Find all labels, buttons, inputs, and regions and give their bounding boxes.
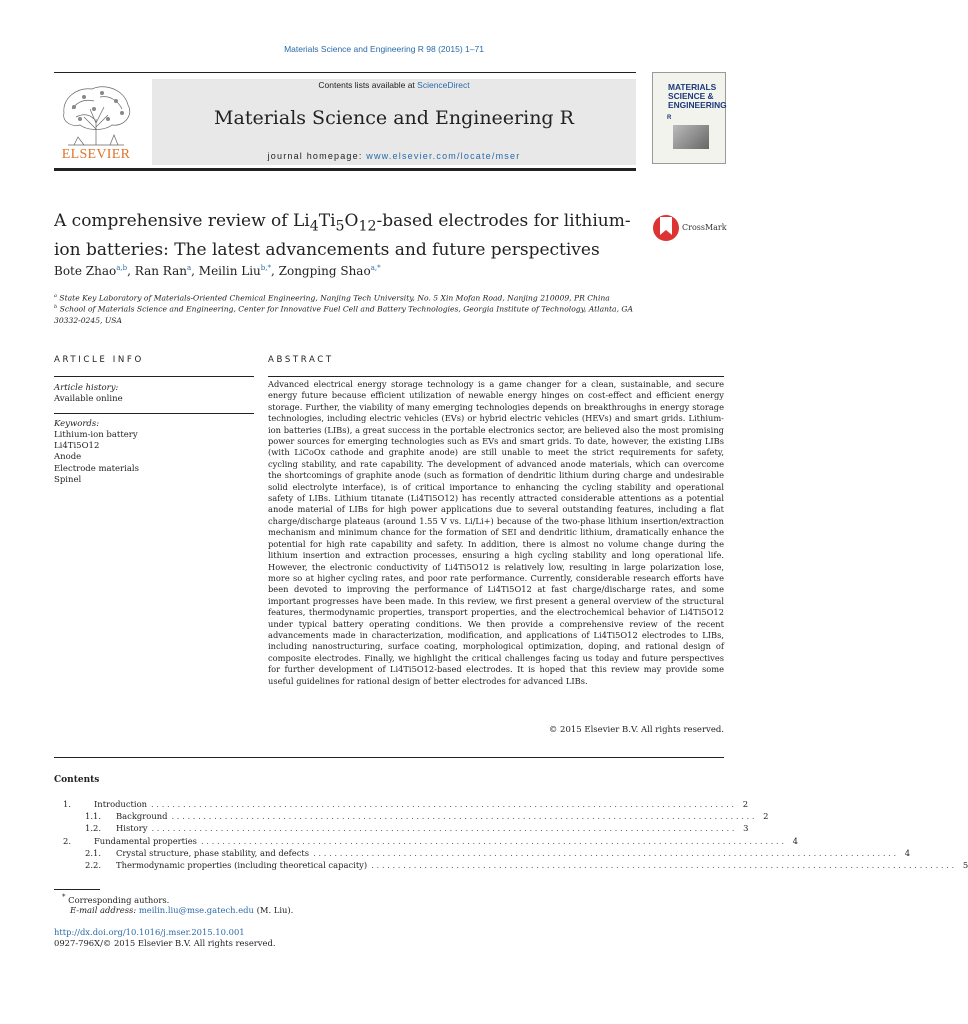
keyword: Spinel: [54, 474, 82, 485]
toc-entry[interactable]: 1.2. History . . . . . . . . . . . . . . . . . . . . . . . . . . . . . . . . . . . . . . . . . . . . . . . . . . . . . . . . . . . . . . . . . . . . . . . . . . . . . . . . . . . . . . . . . . . . . . . . . . . . . . . . . . . . . . 3: [85, 823, 749, 834]
divider: [268, 376, 724, 377]
divider: [54, 413, 254, 414]
abstract-body: Advanced electrical energy storage technology is a game changer for a clean, sustainable, and secure energy future because efficient utilization of newable energy hinges on cost-effect and efficient energy storage. Further, the viability of many emerging technologies depends on breakthroughs in energy storage technologies, including electric vehicles (EVs) or hybrid electric vehicles (HEVs) and smart grids. Lithium-ion batteries (LIBs), a great success in the portable electronics sector, are believed also the most promising power sources for emerging technologies such as EVs and smart grids. To date, however, the existing LIBs (with LiCoOx cathode and graphite anode) are still unable to meet the strict requirements for safety, cycling stability, and rate capability. The development of advanced anode materials, which can overcome the shortcomings of graphite anode (such as formation of dendritic lithium during charge and undesirable solid electrolyte interface), is of critical importance to enhancing the cycling stability and operational safety of LIBs. Lithium titanate (Li4Ti5O12) has recently attracted considerable attentions as a potential anode material of LIBs for high power applications due to several outstanding features, including a flat charge/discharge plateaus (around 1.55 V vs. Li/Li+) because of the two-phase lithium insertion/extraction mechanism and minimum chance for the formation of SEI and dendritic lithium, dramatically enhance the potential for high rate capability and safety. In addition, there is almost no volume change during the lithium insertion and extraction processes, ensuring a high cycling stability and long operational life. However, the electronic conductivity of Li4Ti5O12 is relatively low, resulting in large polarization lose, more so at higher cycling rates, and poor rate performance. Currently, considerable research efforts have been devoted to improving the performance of Li4Ti5O12 at fast charge/discharge rates, and some important progresses have been made. In this review, we first present a general overview of the structural features, thermodynamic properties, transport properties, and the electrochemical behavior of Li4Ti5O12 under typical battery operating conditions. We then provide a comprehensive review of the recent advancements made in characterization, modification, and applications of Li4Ti5O12 electrodes to LIBs, including nanostructuring, surface coating, morphological optimization, doping, and rational design of composite electrodes. Finally, we highlight the critical challenges facing us today and future perspectives for further development of Li4Ti5O12-based electrodes. It is hoped that this review may provide some useful guidelines for rational design of better electrodes for advanced LIBs.: [268, 379, 724, 686]
sciencedirect-link[interactable]: ScienceDirect: [417, 80, 470, 90]
cover-title: MATERIALS SCIENCE & ENGINEERING: [668, 82, 727, 110]
doi-link[interactable]: http://dx.doi.org/10.1016/j.mser.2015.10.001: [54, 927, 245, 937]
issn-line: 0927-796X/© 2015 Elsevier B.V. All rights reserved.: [54, 938, 276, 948]
keyword: Lithium-ion battery: [54, 430, 138, 440]
toc-leader: . . . . . . . . . . . . . . . . . . . . . . . . . . . . . . . . . . . . . . . . . . . . . . . . . . . . . . . . . . . . . . . . . . . . . . . . . . . . . . . . . . . . . . . . . . . . . . . . . . . . . . . . . . . . . .: [151, 799, 735, 809]
header-top-rule: [54, 72, 636, 73]
author-name[interactable]: Bote Zhao: [54, 264, 117, 278]
toc-leader: . . . . . . . . . . . . . . . . . . . . . . . . . . . . . . . . . . . . . . . . . . . . . . . . . . . . . . . . . . . . . . . . . . . . . . . . . . . . . . . . . . . . . . . . . . . . . . . . . . . . . . . . . . . . . .: [371, 859, 955, 870]
toc-entry[interactable]: 1. Introduction . . . . . . . . . . . . . . . . . . . . . . . . . . . . . . . . . . . . . . . . . . . . . . . . . . . . . . . . . . . . . . . . . . . . . . . . . . . . . . . . . . . . . . . . . . . . . . . . . . . . . . . . . . . . . . 2: [63, 799, 749, 809]
keyword: Li4Ti5O12: [54, 441, 100, 452]
corresponding-authors-note: * Corresponding authors.: [62, 893, 170, 905]
author-name[interactable]: Ran Ran: [134, 264, 187, 278]
affiliation-a: $^a$ State Key Laboratory of Materials-Oriented Chemical Engineering, Nanjing Tech University, No. 5 Xin Mofan Road, Nanjing 210009, PR China: [54, 293, 610, 303]
author-email-link[interactable]: meilin.liu@mse.gatech.edu: [138, 905, 254, 915]
keyword: Anode: [54, 452, 82, 463]
footnote-rule: [54, 889, 100, 890]
divider: [54, 376, 254, 377]
journal-reference[interactable]: Materials Science and Engineering R 98 (2015) 1–71: [284, 44, 484, 54]
toc-leader: . . . . . . . . . . . . . . . . . . . . . . . . . . . . . . . . . . . . . . . . . . . . . . . . . . . . . . . . . . . . . . . . . . . . . . . . . . . . . . . . . . . . . . . . . . . . . . . . . . . . . . . . . . . . . .: [171, 811, 755, 822]
copyright-notice: © 2015 Elsevier B.V. All rights reserved.: [548, 725, 724, 735]
keyword: Electrode materials: [54, 463, 139, 474]
contents-availability-line: Contents lists available at ScienceDirect: [318, 80, 470, 90]
toc-entry[interactable]: 2. Fundamental properties . . . . . . . . . . . . . . . . . . . . . . . . . . . . . . . . . . . . . . . . . . . . . . . . . . . . . . . . . . . . . . . . . . . . . . . . . . . . . . . . . . . . . . . . . . . . . . . . . . . . . . . . . . . . . . 4: [63, 835, 798, 846]
crossmark-label: CrossMark: [682, 223, 727, 232]
journal-title: Materials Science and Engineering R: [214, 107, 574, 129]
divider: [54, 757, 724, 758]
toc-entry[interactable]: 1.1. Background . . . . . . . . . . . . . . . . . . . . . . . . . . . . . . . . . . . . . . . . . . . . . . . . . . . . . . . . . . . . . . . . . . . . . . . . . . . . . . . . . . . . . . . . . . . . . . . . . . . . . . . . . . . . . . 2: [85, 811, 769, 822]
publisher-name: ELSEVIER: [61, 147, 131, 162]
history-label: Article history:: [54, 383, 119, 393]
article-info-heading: ARTICLE INFO: [54, 355, 144, 365]
contents-heading: Contents: [54, 775, 100, 785]
cover-image: [673, 125, 709, 149]
toc-leader: . . . . . . . . . . . . . . . . . . . . . . . . . . . . . . . . . . . . . . . . . . . . . . . . . . . . . . . . . . . . . . . . . . . . . . . . . . . . . . . . . . . . . . . . . . . . . . . . . . . . . . . . . . . . . .: [313, 847, 897, 858]
toc-entry[interactable]: 2.2. Thermodynamic properties (including theoretical capacity) . . . . . . . . . . . . . . . . . . . . . . . . . . . . . . . . . . . . . . . . . . . . . . . . . . . . . . . . . . . . . . . . . . . . . . . . . . . . . . . . . . . . . . . . . . . . . . . . . . . . . . . . . . . . . . 5: [85, 859, 968, 870]
keywords-list: [54, 430, 139, 486]
author-list: Bote Zhao$^{a,b}$, Ran Ran$^a$, Meilin Liu$^{b,*}$, Zongping Shao$^{a,*}$: [54, 264, 381, 278]
abstract-heading: ABSTRACT: [268, 355, 334, 365]
history-value: Available online: [54, 394, 123, 404]
journal-homepage-link[interactable]: www.elsevier.com/locate/mser: [366, 151, 521, 161]
toc-leader: . . . . . . . . . . . . . . . . . . . . . . . . . . . . . . . . . . . . . . . . . . . . . . . . . . . . . . . . . . . . . . . . . . . . . . . . . . . . . . . . . . . . . . . . . . . . . . . . . . . . . . . . . . . . . .: [200, 835, 784, 846]
crossmark-badge[interactable]: [652, 213, 732, 243]
toc-entry[interactable]: 2.1. Crystal structure, phase stability, and defects . . . . . . . . . . . . . . . . . . . . . . . . . . . . . . . . . . . . . . . . . . . . . . . . . . . . . . . . . . . . . . . . . . . . . . . . . . . . . . . . . . . . . . . . . . . . . . . . . . . . . . . . . . . . . . 4: [85, 847, 911, 858]
journal-cover-thumbnail[interactable]: [652, 72, 726, 164]
article-title: A comprehensive review of $Li_4Ti_5O_{12}$-based electrodes for lithium-ion batteries: The latest advancements and future perspectives: [54, 211, 631, 261]
toc-leader: . . . . . . . . . . . . . . . . . . . . . . . . . . . . . . . . . . . . . . . . . . . . . . . . . . . . . . . . . . . . . . . . . . . . . . . . . . . . . . . . . . . . . . . . . . . . . . . . . . . . . . . . . . . . . .: [151, 823, 735, 834]
journal-homepage-line: journal homepage: www.elsevier.com/locate/mser: [267, 151, 521, 161]
author-name[interactable]: Zongping Shao: [278, 264, 371, 278]
author-name[interactable]: Meilin Liu: [198, 264, 261, 278]
keywords-label: Keywords:: [54, 419, 100, 429]
crossmark-icon: [652, 213, 680, 243]
email-note: E-mail address: meilin.liu@mse.gatech.edu (M. Liu).: [70, 905, 294, 915]
table-of-contents: [54, 799, 968, 872]
affiliation-b: $^b$ School of Materials Science and Engineering, Center for Innovative Fuel Cell and Battery Technologies, Georgia Institute of Technology, Atlanta, GA 30332-0245, USA: [54, 304, 633, 325]
cover-series-mark: R: [667, 115, 672, 121]
header-bottom-rule: [54, 168, 636, 171]
